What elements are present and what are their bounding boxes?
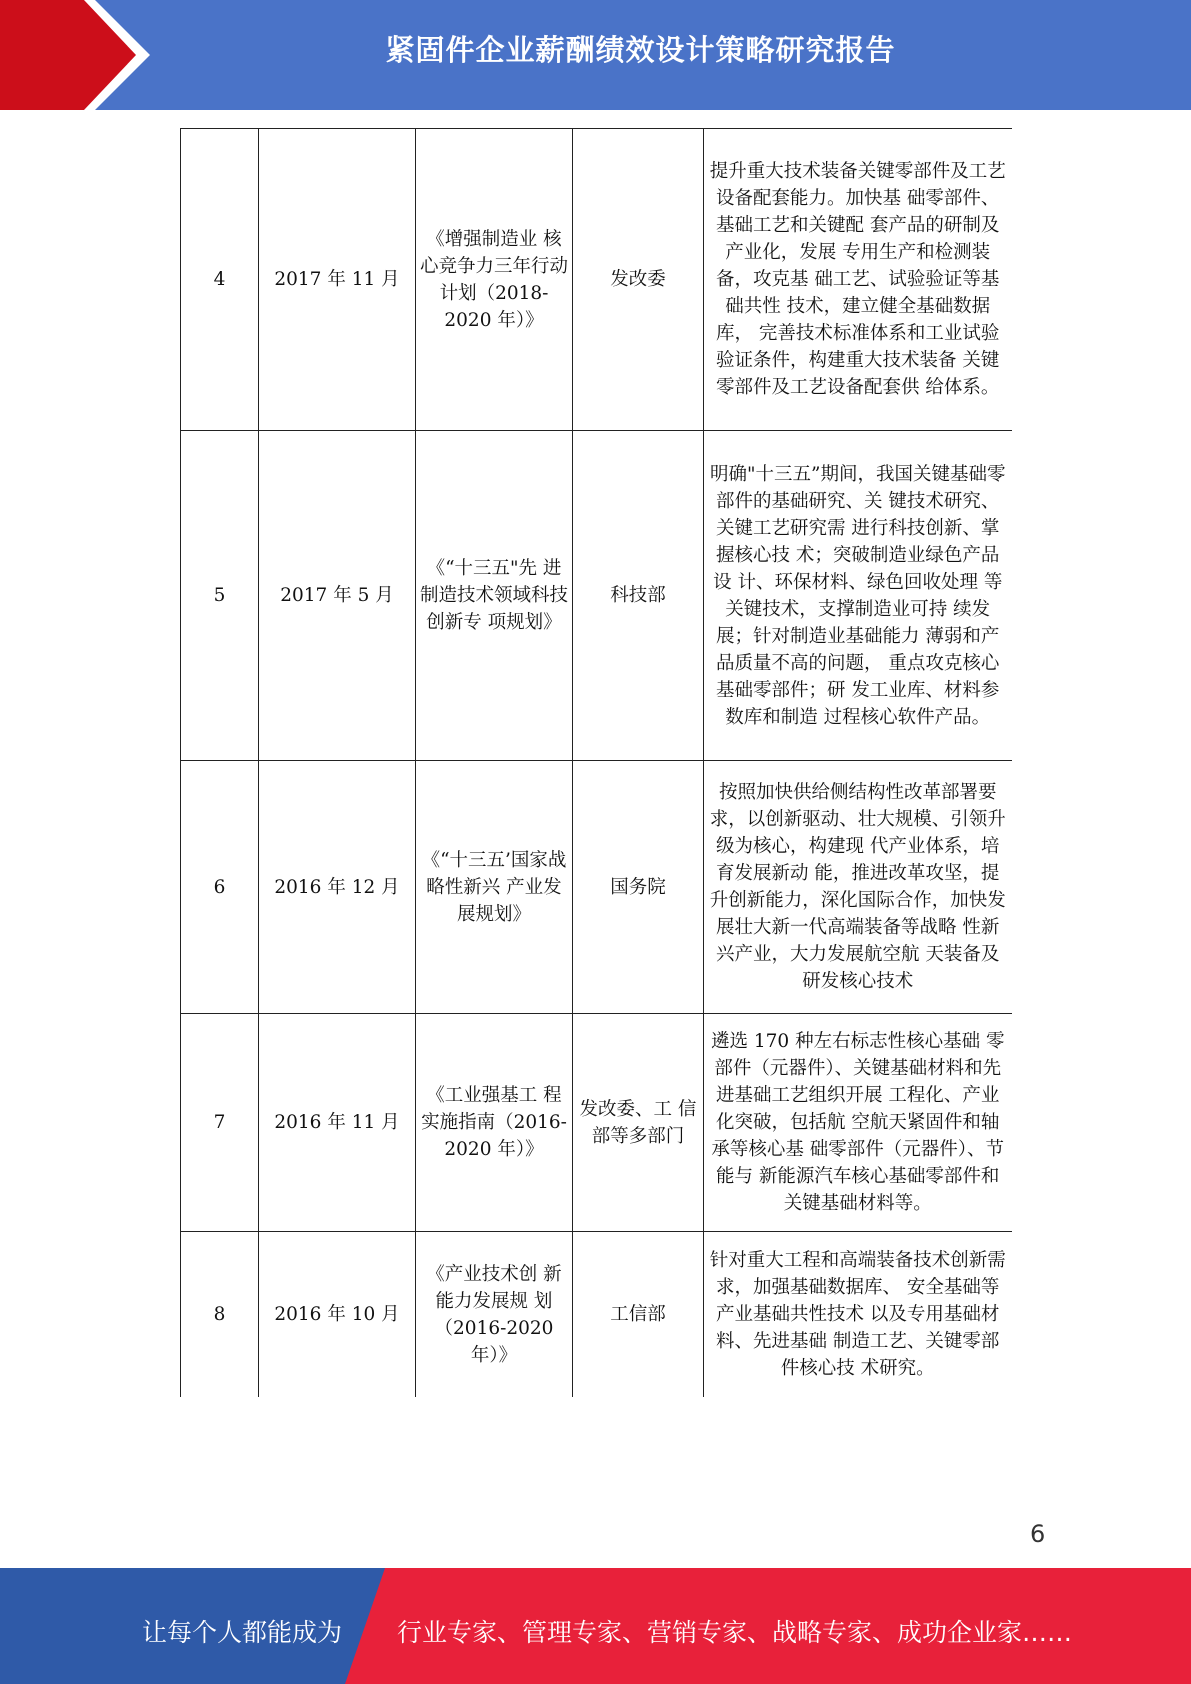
table-row <box>181 1232 1012 1398</box>
issue-date: 2016 年 10 月 <box>259 1232 416 1398</box>
policy-description: 按照加快供给侧结构性改革部署要求，以创新驱动、壮大规模、引领升级为核心，构建现 代产业体系，培育发展新动 能，推进改革攻坚，提升创新能力，深化国际合作，加快发 展壮大新一代高端装备等战略 性新兴产业，大力发展航空航 天装备及研发核心技术 <box>704 761 1012 1014</box>
footer-slogan-right: 行业专家、管理专家、营销专家、战略专家、成功企业家…… <box>397 1618 1073 1647</box>
table-row <box>181 129 1012 431</box>
table-row <box>181 1014 1012 1232</box>
issue-date: 2016 年 12 月 <box>259 761 416 1014</box>
issuing-department: 科技部 <box>573 431 704 761</box>
table-row <box>181 761 1012 1014</box>
issue-date: 2017 年 5 月 <box>259 431 416 761</box>
table-row <box>181 431 1012 761</box>
policy-description: 明确"十三五”期间，我国关键基础零部件的基础研究、关 键技术研究、关键工艺研究需 进行科技创新、掌握核心技 术；突破制造业绿色产品设 计、环保材料、绿色回收处理 等关键技术，支撑制造业可持 续发展；针对制造业基础能力 薄弱和产品质量不高的问题， 重点攻克核心基础零部件；研 发工业库、材料参数库和制造 过程核心软件产品。 <box>704 431 1012 761</box>
policy-name: 《“十三五’国家战略性新兴 产业发展规划》 <box>416 761 573 1014</box>
row-number: 8 <box>181 1232 259 1398</box>
row-number: 5 <box>181 431 259 761</box>
policy-name: 《工业强基工 程实施指南（2016-2020 年）》 <box>416 1014 573 1232</box>
footer-slogan-left: 让每个人都能成为 <box>142 1618 343 1647</box>
issuing-department: 国务院 <box>573 761 704 1014</box>
policy-description: 提升重大技术装备关键零部件及工艺设备配套能力。加快基 础零部件、基础工艺和关键配 套产品的研制及产业化，发展 专用生产和检测装备，攻克基 础工艺、试验验证等基础共性 技术，建立健全基础数据库， 完善技术标准体系和工业试验 验证条件，构建重大技术装备 关键零部件及工艺设备配套供 给体系。 <box>704 129 1012 431</box>
policy-name: 《增强制造业 核心竞争力三年行动计划（2018-2020 年）》 <box>416 129 573 431</box>
row-number: 7 <box>181 1014 259 1232</box>
policy-table <box>180 128 1012 1397</box>
page-header <box>0 0 1191 110</box>
issuing-department: 工信部 <box>573 1232 704 1398</box>
issue-date: 2017 年 11 月 <box>259 129 416 431</box>
issuing-department: 发改委、工 信部等多部门 <box>573 1014 704 1232</box>
policy-description: 针对重大工程和高端装备技术创新需求，加强基础数据库、 安全基础等产业基础共性技术 以及专用基础材料、先进基础 制造工艺、关键零部件核心技 术研究。 <box>704 1232 1012 1398</box>
issue-date: 2016 年 11 月 <box>259 1014 416 1232</box>
row-number: 6 <box>181 761 259 1014</box>
page-number: 6 <box>1030 1520 1046 1548</box>
policy-name: 《“十三五"先 进制造技术领域科技创新专 项规划》 <box>416 431 573 761</box>
policy-description: 遴选 170 种左右标志性核心基础 零部件（元器件）、关键基础材料和先进基础工艺组织开展 工程化、产业化突破，包括航 空航天紧固件和轴承等核心基 础零部件（元器件）、节能与 新能源汽车核心基础零部件和 关键基础材料等。 <box>704 1014 1012 1232</box>
issuing-department: 发改委 <box>573 129 704 431</box>
policy-name: 《产业技术创 新能力发展规 划（2016-2020 年）》 <box>416 1232 573 1398</box>
report-title: 紧固件企业薪酬绩效设计策略研究报告 <box>385 33 896 67</box>
row-number: 4 <box>181 129 259 431</box>
